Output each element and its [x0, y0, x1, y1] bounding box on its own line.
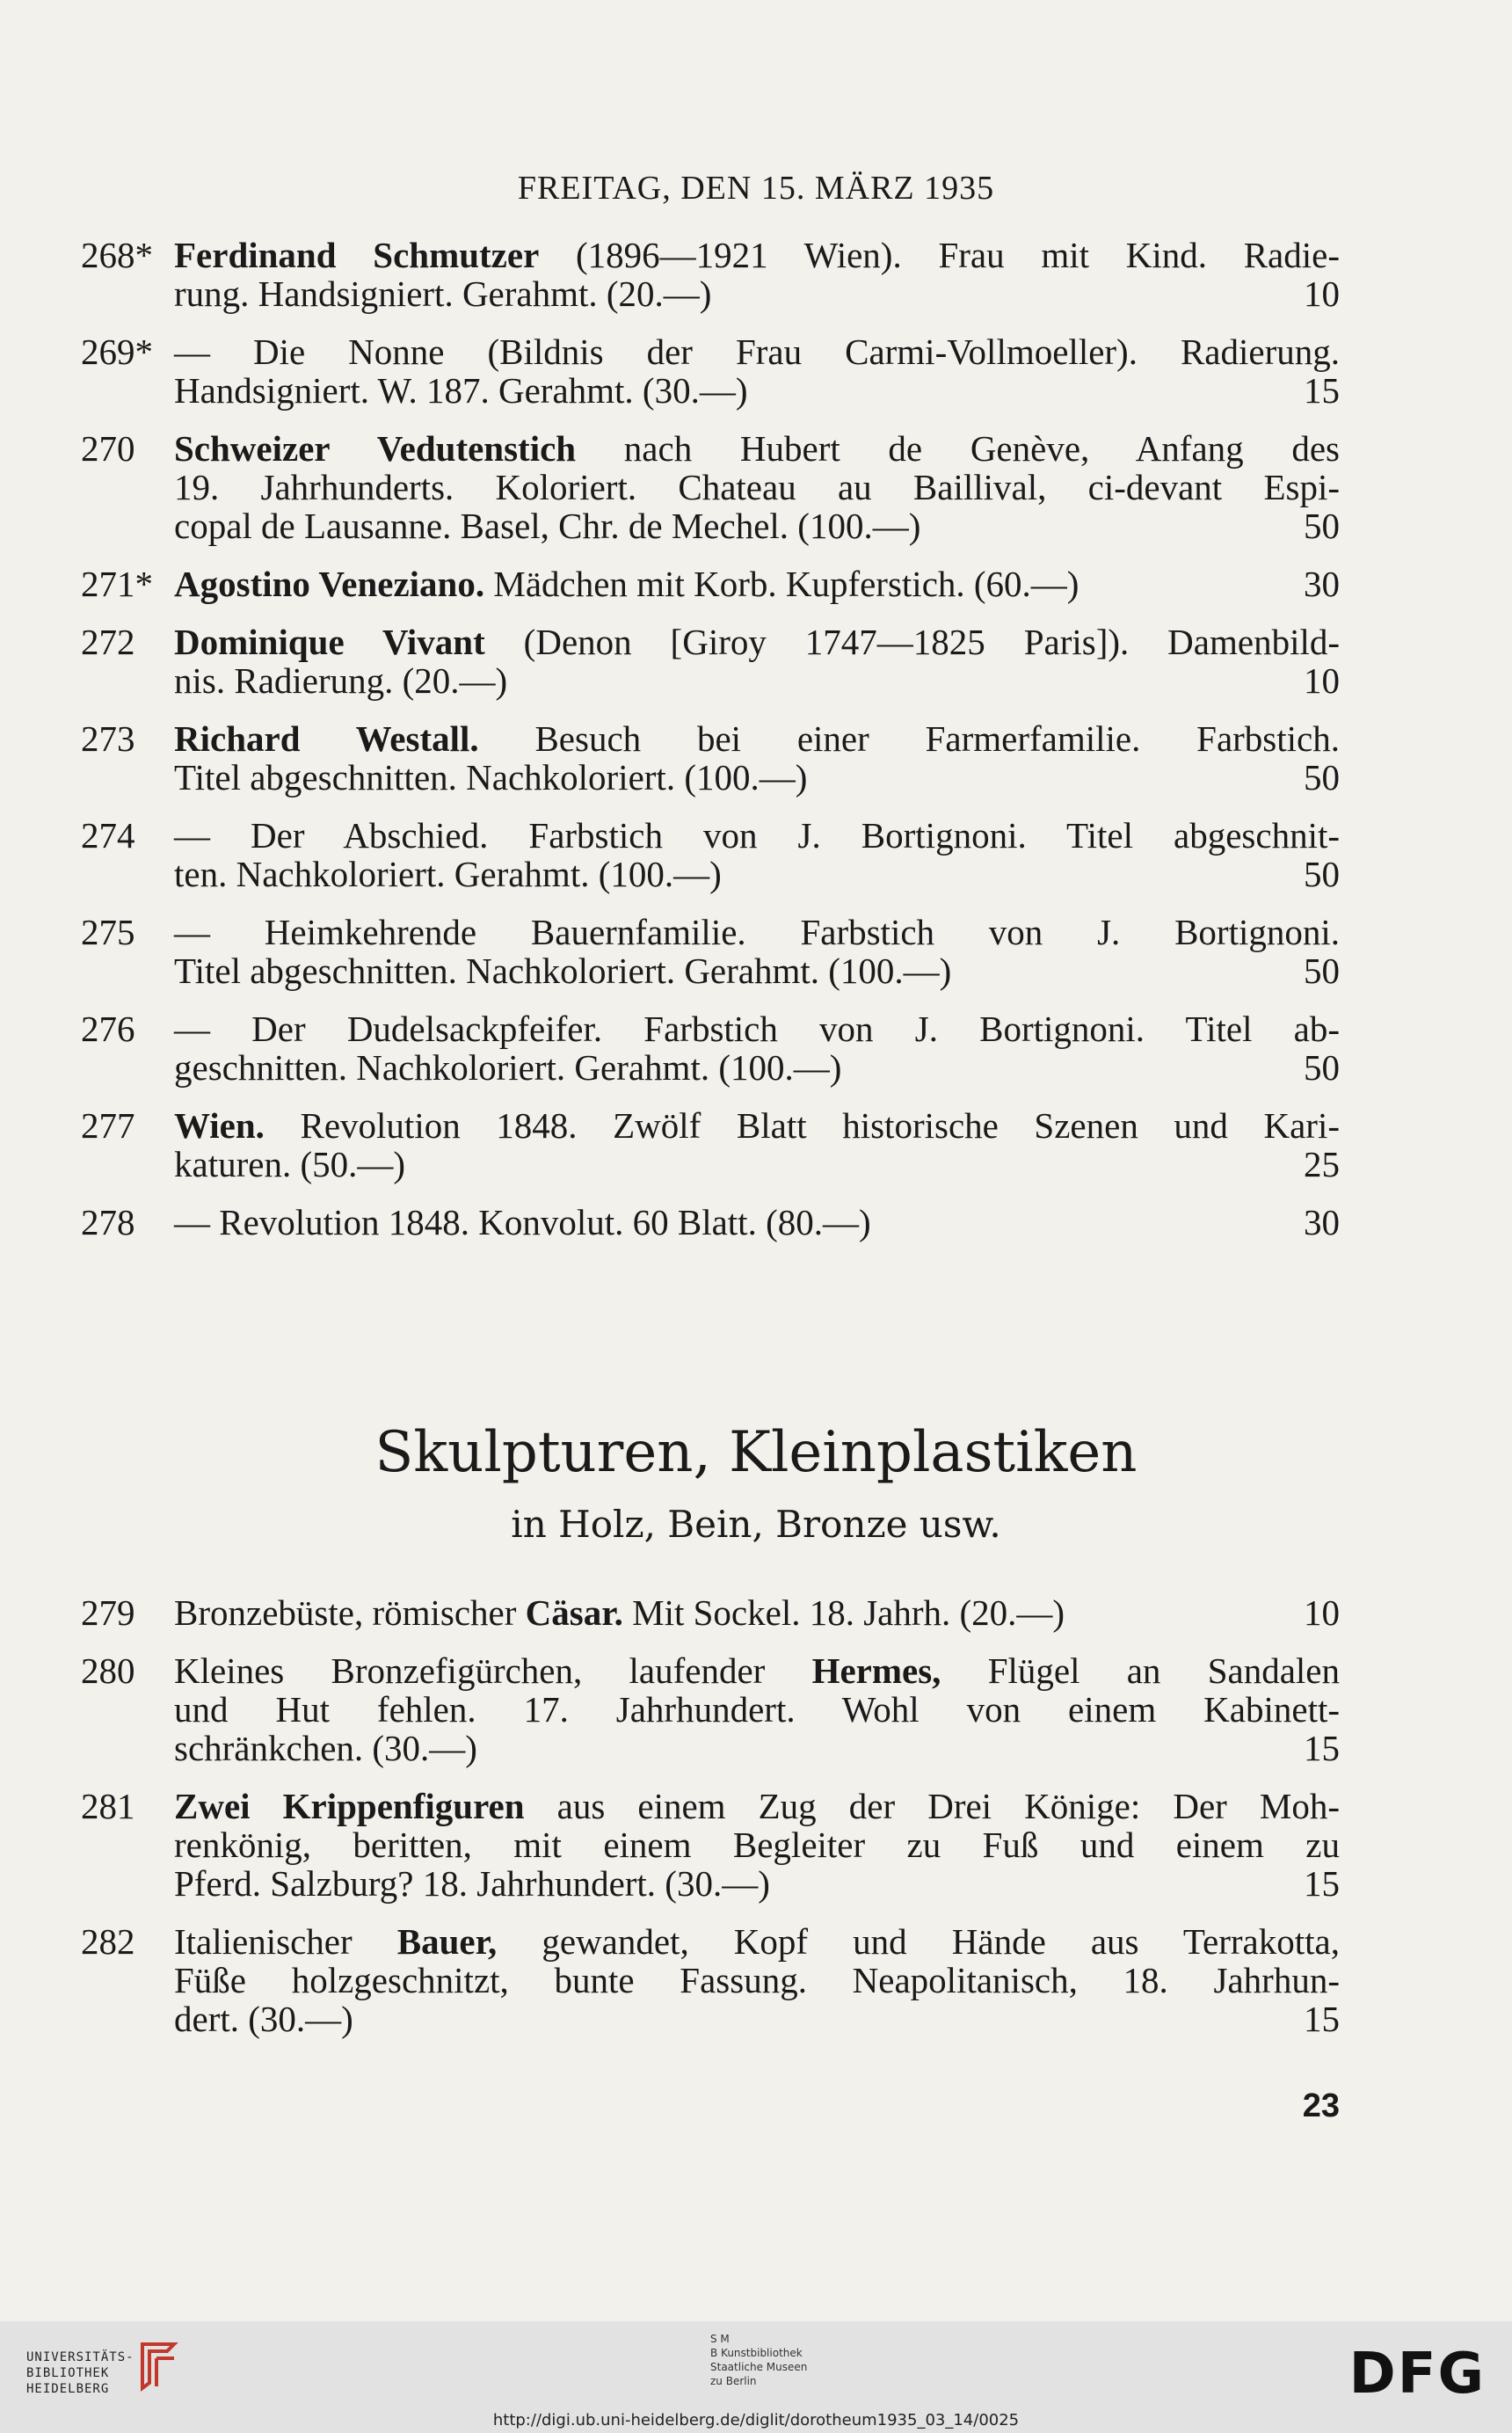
library-line: zu Berlin: [710, 2375, 757, 2387]
lot-number: 269*: [81, 331, 153, 372]
entry-line: [174, 661, 1340, 700]
entry-title: Agostino Veneziano.: [174, 564, 485, 604]
entry-line: [174, 2000, 1340, 2038]
entry-line: [174, 236, 1340, 274]
entry-line: [174, 1145, 1340, 1184]
entry-text: rung. Handsigniert. Gerahmt. (20.—): [174, 273, 712, 314]
entry-text: Füße holzgeschnitzt, bunte Fassung. Neapolitanisch, 18. Jahrhun-: [174, 1960, 1340, 2000]
entry-title: Richard Westall.: [174, 718, 479, 759]
entry-line: [174, 951, 1340, 990]
lot-number: 281: [81, 1786, 135, 1826]
entry-text: Handsigniert. W. 187. Gerahmt. (30.—): [174, 370, 748, 411]
entry-text: ten. Nachkoloriert. Gerahmt. (100.—): [174, 854, 722, 894]
lot-price: 10: [1304, 1592, 1340, 1633]
page-number: 23: [1302, 2087, 1340, 2124]
entry-line: [174, 1922, 1340, 1961]
entry-text: geschnitten. Nachkoloriert. Gerahmt. (100.—): [174, 1047, 842, 1088]
entry-line: [174, 1651, 1340, 1690]
entry-line: [174, 1961, 1340, 2000]
entry-text: Revolution 1848. Zwölf Blatt historische Szenen und Kari-: [264, 1105, 1340, 1146]
lot-price: 15: [1304, 370, 1340, 411]
entry-title: Ferdinand Schmutzer: [174, 235, 540, 275]
entry-text: aus einem Zug der Drei Könige: Der Moh-: [524, 1786, 1340, 1826]
entry-text: schränkchen. (30.—): [174, 1728, 477, 1768]
lot-price: 50: [1304, 854, 1340, 894]
entry-line: [174, 719, 1340, 758]
lot-price: 25: [1304, 1144, 1340, 1184]
entry-text: Titel abgeschnitten. Nachkoloriert. (100.—): [174, 757, 808, 798]
entry-line: [174, 1106, 1340, 1145]
entry-line: [174, 371, 1340, 410]
entry-line: [174, 1009, 1340, 1048]
entry-line: [174, 332, 1340, 371]
university-logo-icon: [135, 2339, 181, 2392]
entry-text: — Der Abschied. Farbstich von J. Bortignoni. Titel abgeschnit-: [174, 815, 1340, 856]
lot-number: 270: [81, 428, 135, 469]
source-url-link[interactable]: http://digi.ub.uni-heidelberg.de/diglit/dorotheum1935_03_14/0025: [492, 2411, 1020, 2429]
entry-text: Mit Sockel. 18. Jahrh. (20.—): [622, 1592, 1065, 1633]
entry-title: Cäsar.: [525, 1592, 623, 1633]
entry-text: dert. (30.—): [174, 1999, 353, 2039]
entry-text: nis. Radierung. (20.—): [174, 660, 508, 701]
lot-number: 279: [81, 1592, 135, 1633]
lot-price: 30: [1304, 564, 1340, 604]
university-library-label: [26, 2349, 134, 2397]
entry-line: [174, 1787, 1340, 1825]
lot-price: 50: [1304, 951, 1340, 991]
entry-text: — Heimkehrende Bauernfamilie. Farbstich von J. Bortignoni.: [174, 912, 1340, 952]
entry-line: [174, 623, 1340, 661]
lot-number: 276: [81, 1009, 135, 1049]
entry-title: Bauer,: [396, 1921, 498, 1962]
entry-text: und Hut fehlen. 17. Jahrhundert. Wohl von einem Kabinett-: [174, 1689, 1340, 1730]
entry-line: [174, 1203, 1340, 1242]
entry-text: renkönig, beritten, mit einem Begleiter zu Fuß und einem zu: [174, 1825, 1340, 1865]
entry-title: Schweizer Vedutenstich: [174, 428, 577, 469]
entry-title: Dominique Vivant: [174, 622, 485, 662]
entry-line: [174, 274, 1340, 313]
entry-text: — Die Nonne (Bildnis der Frau Carmi-Vollmoeller). Radierung.: [174, 331, 1340, 372]
entry-text: Besuch bei einer Farmerfamilie. Farbstich.: [478, 718, 1340, 759]
entry-text: nach Hubert de Genève, Anfang des: [576, 428, 1340, 469]
library-line: Staatliche Museen: [710, 2361, 808, 2373]
library-line: S M: [710, 2333, 730, 2345]
lot-number: 282: [81, 1921, 135, 1962]
entry-line: [174, 429, 1340, 468]
lot-number: 277: [81, 1105, 135, 1146]
lot-price: 50: [1304, 1047, 1340, 1088]
entry-title: Wien.: [174, 1105, 265, 1146]
entry-line: [174, 1690, 1340, 1729]
lot-price: 15: [1304, 1863, 1340, 1904]
entry-text: Pferd. Salzburg? 18. Jahrhundert. (30.—): [174, 1863, 770, 1904]
entry-text: (1896—1921 Wien). Frau mit Kind. Radie-: [539, 235, 1340, 275]
section-subtitle: in Holz, Bein, Bronze usw.: [511, 1503, 1001, 1546]
entry-text: copal de Lausanne. Basel, Chr. de Mechel. (100.—): [174, 506, 921, 546]
lot-price: 10: [1304, 660, 1340, 701]
page-header: FREITAG, DEN 15. MÄRZ 1935: [517, 170, 995, 207]
entry-text: — Der Dudelsackpfeifer. Farbstich von J. Bortignoni. Titel ab-: [174, 1009, 1340, 1049]
lot-number: 272: [81, 622, 135, 662]
entry-line: [174, 1825, 1340, 1864]
entry-text: — Revolution 1848. Konvolut. 60 Blatt. (80.—): [174, 1202, 871, 1242]
entry-line: [174, 1593, 1340, 1632]
lot-number: 280: [81, 1650, 135, 1691]
lot-number: 271*: [81, 564, 153, 604]
library-stamp: [710, 2332, 807, 2388]
university-line: BIBLIOTHEK: [26, 2366, 110, 2380]
entry-text: gewandet, Kopf und Hände aus Terrakotta,: [497, 1921, 1340, 1962]
library-line: B Kunstbibliothek: [710, 2347, 803, 2359]
entry-text: Mädchen mit Korb. Kupferstich. (60.—): [484, 564, 1079, 604]
entry-line: [174, 1048, 1340, 1087]
lot-price: 10: [1304, 273, 1340, 314]
lot-price: 50: [1304, 757, 1340, 798]
entry-line: [174, 855, 1340, 893]
lot-price: 15: [1304, 1728, 1340, 1768]
lot-number: 275: [81, 912, 135, 952]
lot-number: 274: [81, 815, 135, 856]
entry-text: Kleines Bronzefigürchen, laufender: [174, 1650, 812, 1691]
lot-number: 278: [81, 1202, 135, 1242]
entry-text: Titel abgeschnitten. Nachkoloriert. Gerahmt. (100.—): [174, 951, 952, 991]
entry-line: [174, 913, 1340, 951]
entry-text: katuren. (50.—): [174, 1144, 405, 1184]
entry-line: [174, 468, 1340, 506]
entry-line: [174, 758, 1340, 797]
entry-line: [174, 1729, 1340, 1767]
entry-text: (Denon [Giroy 1747—1825 Paris]). Damenbild-: [484, 622, 1341, 662]
entry-text: Italienischer: [174, 1921, 397, 1962]
entry-text: Bronzebüste, römischer: [174, 1592, 526, 1633]
entry-line: [174, 506, 1340, 545]
dfg-logo: DFG: [1348, 2342, 1486, 2407]
lot-price: 50: [1304, 506, 1340, 546]
entry-title: Hermes,: [811, 1650, 941, 1691]
entry-line: [174, 1864, 1340, 1903]
lot-number: 268*: [81, 235, 153, 275]
lot-price: 30: [1304, 1202, 1340, 1242]
university-line: HEIDELBERG: [26, 2382, 110, 2396]
section-title: Skulpturen, Kleinplastiken: [374, 1420, 1138, 1485]
entry-title: Zwei Krippenfiguren: [174, 1786, 525, 1826]
university-line: UNIVERSITÄTS-: [26, 2350, 134, 2364]
entry-line: [174, 565, 1340, 603]
lot-price: 15: [1304, 1999, 1340, 2039]
entry-text: Flügel an Sandalen: [941, 1650, 1340, 1691]
entry-text: 19. Jahrhunderts. Koloriert. Chateau au Baillival, ci-devant Espi-: [174, 467, 1340, 507]
entry-line: [174, 816, 1340, 855]
lot-number: 273: [81, 718, 135, 759]
